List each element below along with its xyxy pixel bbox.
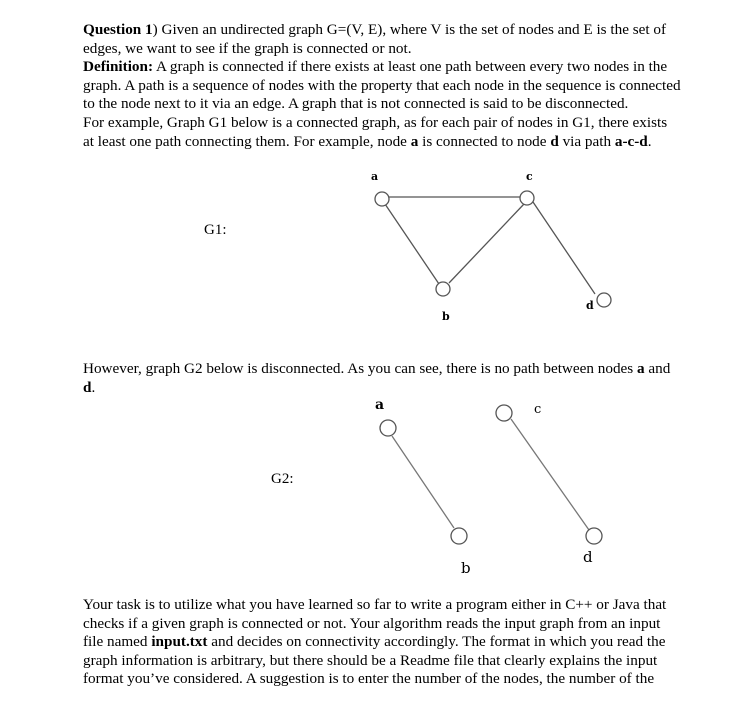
task-line-3: file named input.txt and decides on connectivity accordingly. The format in which you read the — [83, 633, 666, 651]
middle-line-2: d. — [83, 378, 96, 396]
g2-node-a-label: a — [375, 397, 385, 413]
intro-line-5: to the node next to it via an edge. A graph that is not connected is said to be disconnected. — [83, 95, 629, 113]
intro-line-3: Definition: A graph is connected if there exists at least one path between every two nodes in the — [83, 58, 668, 76]
g1-node-a-label: a — [371, 170, 379, 183]
intro-line-1: Question 1) Given an undirected graph G=(V, E), where V is the set of nodes and E is the set of — [83, 21, 667, 38]
g2-node-b-label: b — [461, 559, 471, 577]
g2-node-a — [380, 420, 396, 436]
g1-node-d-label: d — [586, 299, 594, 312]
task-line-2: checks if a given graph is connected or not. Your algorithm reads the input graph from an input — [83, 614, 661, 632]
g1-label: G1: — [204, 222, 227, 238]
g2-edge-c-d — [511, 419, 589, 530]
input-filename: input.txt — [151, 633, 208, 651]
g2-node-c-label: c — [534, 402, 542, 417]
g2-node-b — [451, 528, 467, 544]
g2-node-d — [586, 528, 602, 544]
definition-label: Definition: — [83, 58, 154, 76]
intro-line-4: graph. A path is a sequence of nodes with the property that each node in the sequence is connected — [83, 76, 681, 94]
g1-node-c-label: c — [526, 170, 533, 183]
question-label: Question 1 — [83, 21, 153, 38]
g2-label: G2: — [271, 471, 294, 487]
intro-line-6: For example, Graph G1 below is a connected graph, as for each pair of nodes in G1, there exists — [83, 113, 668, 131]
task-line-5: format you’ve considered. A suggestion is to enter the number of the nodes, the number of the — [83, 670, 655, 688]
g2-edge-a-b — [392, 436, 454, 528]
task-line-4: graph information is arbitrary, but there should be a Readme file that clearly explains the input — [83, 651, 658, 669]
g1-node-b-label: b — [442, 310, 450, 323]
task-line-1: Your task is to utilize what you have learned so far to write a program either in C++ or Java that — [83, 596, 667, 613]
task-paragraph — [83, 596, 723, 689]
g2-node-d-label: d — [583, 548, 593, 566]
intro-line-7: at least one path connecting them. For example, node a is connected to node d via path a-c-d. — [83, 132, 652, 150]
g2-node-c — [496, 405, 512, 421]
middle-line-1: However, graph G2 below is disconnected. As you can see, there is no path between nodes a and — [83, 360, 671, 377]
intro-line-2: edges, we want to see if the graph is connected or not. — [83, 39, 412, 57]
